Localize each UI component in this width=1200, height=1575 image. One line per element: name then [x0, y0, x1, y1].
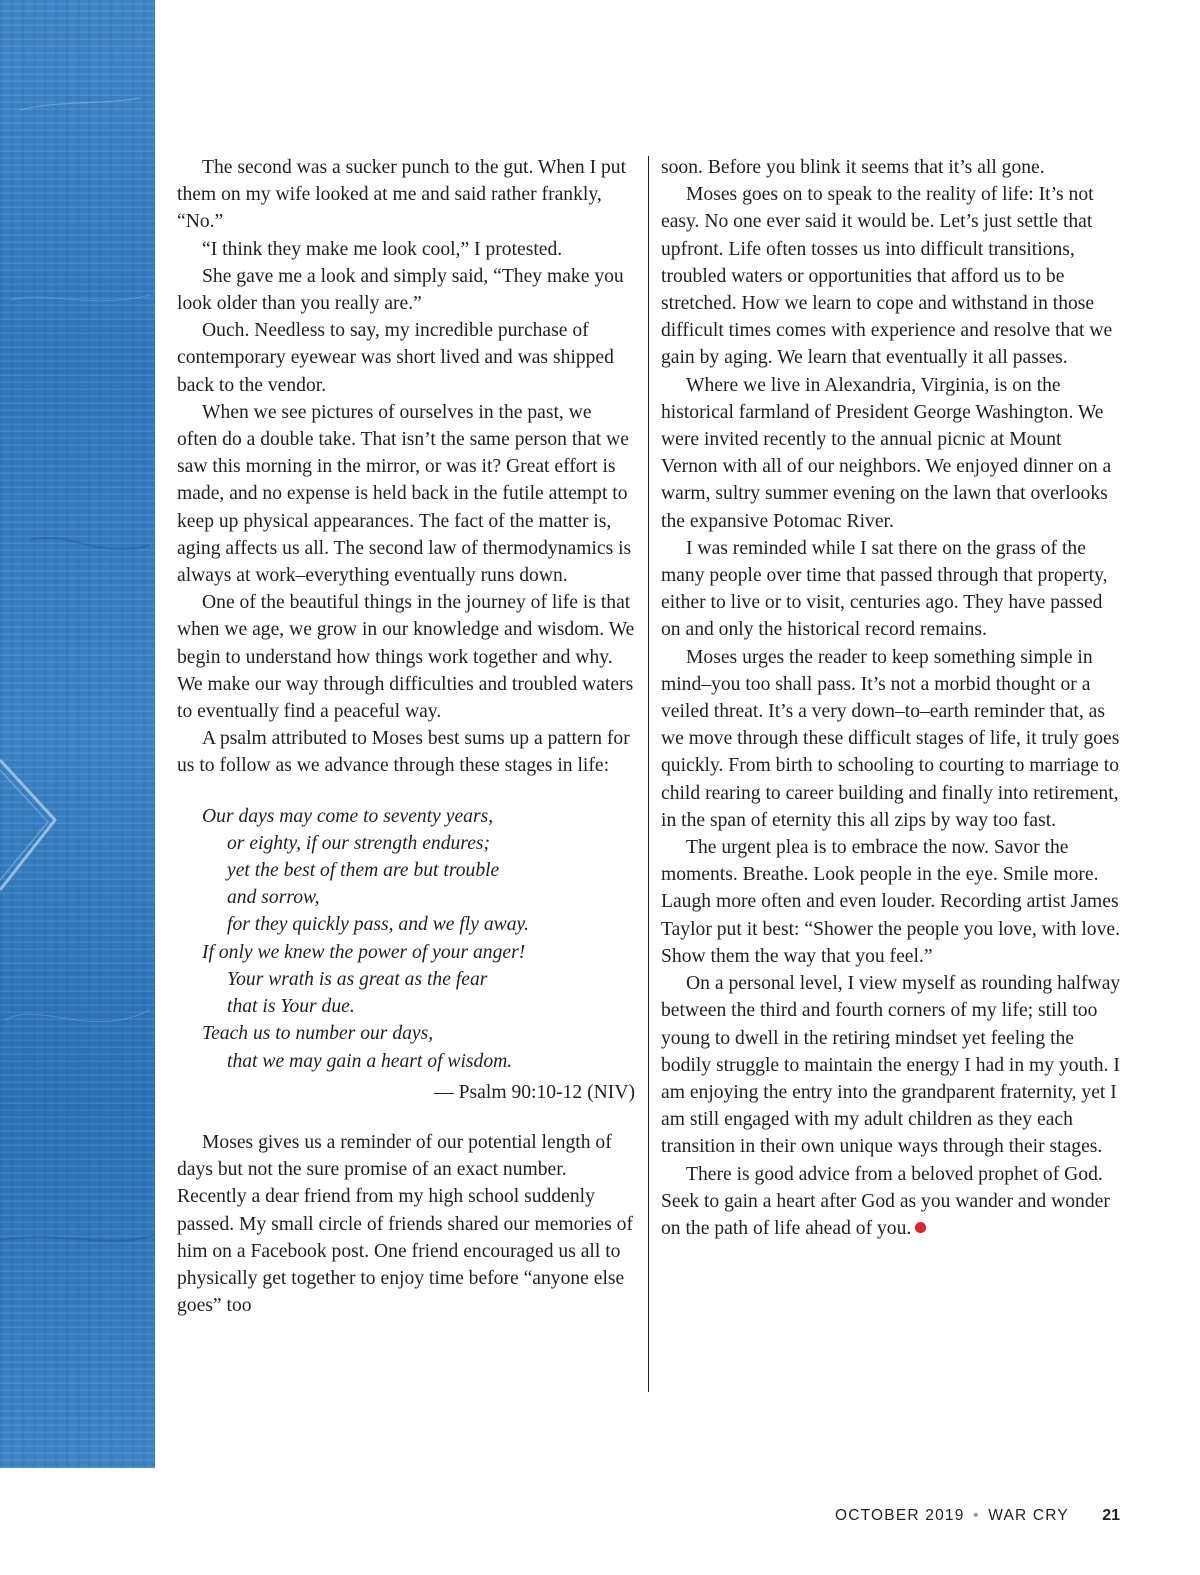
- psalm-line: If only we knew the power of your anger!: [202, 941, 526, 963]
- psalm-line: Teach us to number our days,: [202, 1023, 434, 1045]
- footer-magazine-name: WAR CRY: [988, 1507, 1069, 1524]
- body-paragraph: The urgent plea is to embrace the now. Savor the moments. Breathe. Look people in the eye. Smile more. Laugh more often and even louder. Recording artist James Taylor put it best: “Shower the people you love, with love. Show them the way that you feel.”: [661, 837, 1120, 967]
- psalm-line: that we may gain a heart of wisdom.: [227, 1050, 513, 1072]
- psalm-line: or eighty, if our strength endures;: [227, 832, 491, 854]
- psalm-line: Our days may come to seventy years,: [202, 805, 494, 827]
- body-paragraph: Moses urges the reader to keep something simple in mind–you too shall pass. It’s not a morbid thought or a veiled threat. It’s a very down–to–earth reminder that, as we move through these difficult stages of life, it truly goes quickly. From birth to schooling to courting to marriage to child rearing to career building and finally into retirement, in the span of eternity this all zips by way too fast.: [661, 646, 1120, 831]
- footer-issue-date: OCTOBER 2019: [834, 1507, 965, 1524]
- page-number: 21: [1102, 1507, 1120, 1524]
- psalm-line: Your wrath is as great as the fear: [227, 968, 488, 990]
- footer-separator: •: [973, 1507, 980, 1524]
- body-paragraph: I was reminded while I sat there on the grass of the many people over time that passed through that property, either to live or to visit, centuries ago. They have passed on and only the historical record remains.: [661, 537, 1108, 641]
- body-paragraph: When we see pictures of ourselves in the past, we often do a double take. That isn’t the same person that we saw this morning in the mirror, or was it? Great effort is made, and no expense is held back in the futile attempt to keep up physical appearances. The fact of the matter is, aging affects us all. The second law of thermodynamics is always at work–everything eventually runs down.: [177, 401, 632, 587]
- end-of-article-mark-icon: [915, 1222, 926, 1233]
- brush-stroke-texture: [0, 0, 155, 1468]
- psalm-reference: — Psalm 90:10-12 (NIV): [434, 1081, 635, 1103]
- body-paragraph: Ouch. Needless to say, my incredible purchase of contemporary eyewear was short lived and was shipped back to the vendor.: [177, 320, 614, 396]
- decorative-blue-painted-strip: [0, 0, 155, 1468]
- body-paragraph: The second was a sucker punch to the gut. When I put them on my wife looked at me and said rather frankly, “No.”: [177, 157, 627, 233]
- body-paragraph: Moses gives us a reminder of our potential length of days but not the sure promise of an exact number. Recently a dear friend from my high school suddenly passed. My small circle of friends shared our memories of him on a Facebook post. One friend encouraged us all to physically get together to enjoy time before “anyone else goes” too: [177, 1131, 633, 1317]
- psalm-line: for they quickly pass, and we fly away.: [227, 914, 530, 936]
- psalm-line: and sorrow,: [227, 887, 320, 909]
- column-divider: [648, 156, 649, 1392]
- article-column-right: [661, 154, 1121, 1242]
- body-paragraph: She gave me a look and simply said, “They make you look older than you really are.”: [177, 265, 624, 315]
- body-paragraph: A psalm attributed to Moses best sums up a pattern for us to follow as we advance through these stages in life:: [177, 728, 630, 777]
- body-paragraph: On a personal level, I view myself as rounding halfway between the third and fourth corners of my life; still too young to dwell in the retiring mindset yet feeling the bodily struggle to maintain the energy I had in my youth. I am enjoying the entry into the grandparent fraternity, yet I am still engaged with my adult children as they each transition in their own unique ways through their stages.: [661, 973, 1121, 1158]
- final-paragraph-text: There is good advice from a beloved prophet of God. Seek to gain a heart after God as you wander and wonder on the path of life ahead of you.: [661, 1163, 1110, 1239]
- body-paragraph: “I think they make me look cool,” I protested.: [202, 238, 563, 260]
- body-paragraph: One of the beautiful things in the journey of life is that when we age, we grow in our knowledge and wisdom. We begin to understand how things work together and why. We make our way through difficulties and troubled waters to eventually find a peaceful way.: [177, 592, 635, 723]
- body-paragraph: Where we live in Alexandria, Virginia, is on the historical farmland of President George Washington. We were invited recently to the annual picnic at Mount Vernon with all of our neighbors. We enjoyed dinner on a warm, sultry summer evening on the lawn that overlooks the expansive Potomac River.: [661, 374, 1112, 532]
- article-column-left: [177, 154, 635, 1319]
- final-paragraph: [661, 1161, 1121, 1243]
- psalm-line: that is Your due.: [227, 996, 355, 1018]
- continued-paragraph: soon. Before you blink it seems that it’s all gone.: [661, 157, 1045, 178]
- body-paragraph: Moses goes on to speak to the reality of life: It’s not easy. No one ever said it would be. Let’s just settle that upfront. Life often tosses us into difficult transitions, troubled waters or opportunities that afford us to be stretched. How we learn to cope and withstand in those difficult times comes with experience and resolve that we gain by aging. We learn that eventually it all passes.: [661, 184, 1113, 369]
- psalm-line: yet the best of them are but trouble: [227, 860, 500, 882]
- psalm-quotation: [177, 803, 635, 1075]
- page-footer: [835, 1507, 1120, 1525]
